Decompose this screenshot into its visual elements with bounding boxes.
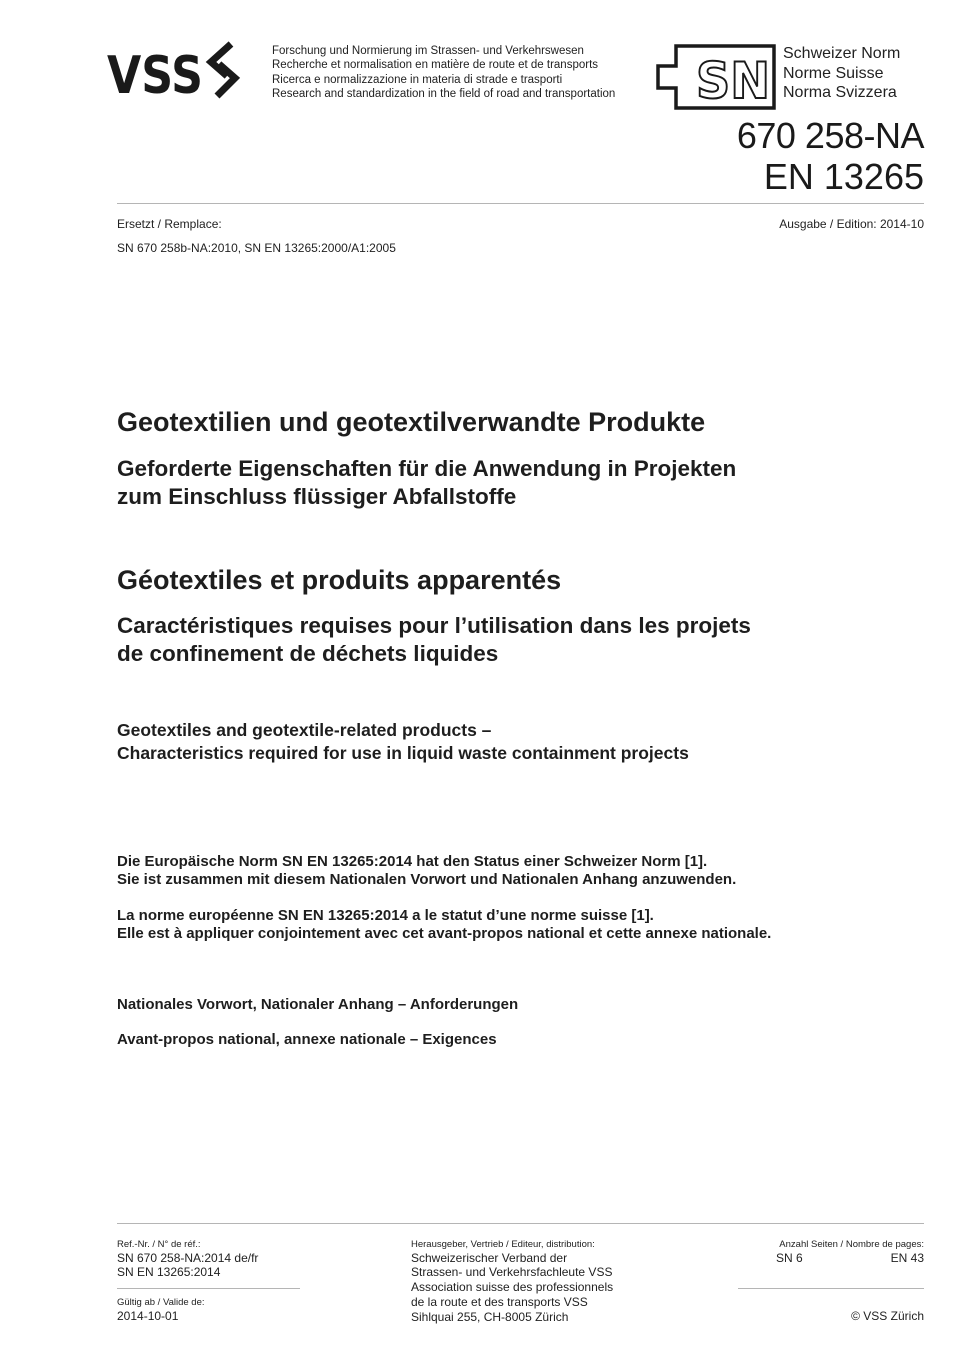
footer-pages-divider — [738, 1288, 924, 1289]
pages-label: Anzahl Seiten / Nombre de pages: — [779, 1239, 924, 1250]
status-de-1: Die Europäische Norm SN EN 13265:2014 hat den Status einer Schweizer Norm [1]. — [117, 853, 708, 870]
title-de-sub-1: Geforderte Eigenschaften für die Anwendung in Projekten — [117, 456, 737, 481]
tagline-it: Ricerca e normalizzazione in materia di strade e trasporti — [272, 73, 563, 86]
pages-en: EN 43 — [890, 1251, 924, 1265]
footer-divider — [117, 1223, 924, 1224]
en-number: EN 13265 — [763, 156, 924, 197]
sn-logo — [656, 44, 782, 112]
sn-name-it: Norma Svizzera — [783, 84, 897, 101]
publisher-line: Strassen- und Verkehrsfachleute VSS — [411, 1265, 613, 1279]
vss-logo — [107, 40, 242, 100]
status-de-2: Sie ist zusammen mit diesem Nationalen Vorwort und Nationalen Anhang anzuwenden. — [117, 871, 737, 888]
tagline-de: Forschung und Normierung im Strassen- und Verkehrswesen — [272, 45, 584, 57]
publisher-line: Association suisse des professionnels — [411, 1280, 614, 1294]
status-fr-1: La norme européenne SN EN 13265:2014 a le statut d’une norme suisse [1]. — [117, 907, 654, 924]
sn-name-de: Schweizer Norm — [783, 45, 901, 62]
svg-text:VSS: VSS — [107, 46, 203, 100]
publisher-line: Schweizerischer Verband der — [411, 1251, 568, 1265]
ref-2: SN EN 13265:2014 — [117, 1265, 221, 1279]
edition: Ausgabe / Edition: 2014-10 — [779, 217, 924, 231]
replaces-label: Ersetzt / Remplace: — [117, 217, 222, 231]
publisher-line: Sihlquai 255, CH-8005 Zürich — [411, 1310, 569, 1324]
header-divider — [117, 203, 924, 204]
pages-sn: SN 6 — [776, 1251, 803, 1265]
standard-number: 670 258-NA — [736, 115, 924, 156]
valid-label: Gültig ab / Valide de: — [117, 1297, 205, 1308]
contents-fr: Avant-propos national, annexe nationale – Exigences — [117, 1031, 497, 1048]
replaces-value: SN 670 258b-NA:2010, SN EN 13265:2000/A1:2005 — [117, 241, 396, 255]
publisher-line: de la route et des transports VSS — [411, 1295, 588, 1309]
sn-names — [783, 44, 900, 103]
ref-1: SN 670 258-NA:2014 de/fr — [117, 1251, 259, 1265]
title-fr-sub-1: Caractéristiques requises pour l’utilisation dans les projets — [117, 613, 751, 638]
title-en-1: Geotextiles and geotextile-related products – — [117, 720, 492, 740]
ref-label: Ref.-Nr. / N° de réf.: — [117, 1239, 201, 1250]
publisher-label: Herausgeber, Vertrieb / Editeur, distribution: — [411, 1239, 595, 1250]
valid-value: 2014-10-01 — [117, 1309, 179, 1323]
tagline-en: Research and standardization in the field of road and transportation — [272, 88, 616, 101]
title-fr-sub-2: de confinement de déchets liquides — [117, 641, 499, 666]
svg-text:SN: SN — [696, 52, 770, 110]
copyright: © VSS Zürich — [851, 1309, 924, 1323]
title-en-2: Characteristics required for use in liquid waste containment projects — [117, 743, 689, 763]
footer-ref-divider — [117, 1288, 300, 1289]
title-de-sub-2: zum Einschluss flüssiger Abfallstoffe — [117, 484, 517, 509]
tagline-fr: Recherche et normalisation en matière de route et de transports — [272, 59, 599, 72]
status-fr-2: Elle est à appliquer conjointement avec cet avant-propos national et cette annexe nationale. — [117, 925, 772, 942]
title-fr-main: Géotextiles et produits apparentés — [117, 565, 562, 595]
contents-de: Nationales Vorwort, Nationaler Anhang – Anforderungen — [117, 996, 519, 1013]
vss-tagline — [272, 44, 615, 102]
sn-name-fr: Norme Suisse — [783, 64, 884, 82]
title-de-main: Geotextilien und geotextilverwandte Produkte — [117, 407, 706, 437]
